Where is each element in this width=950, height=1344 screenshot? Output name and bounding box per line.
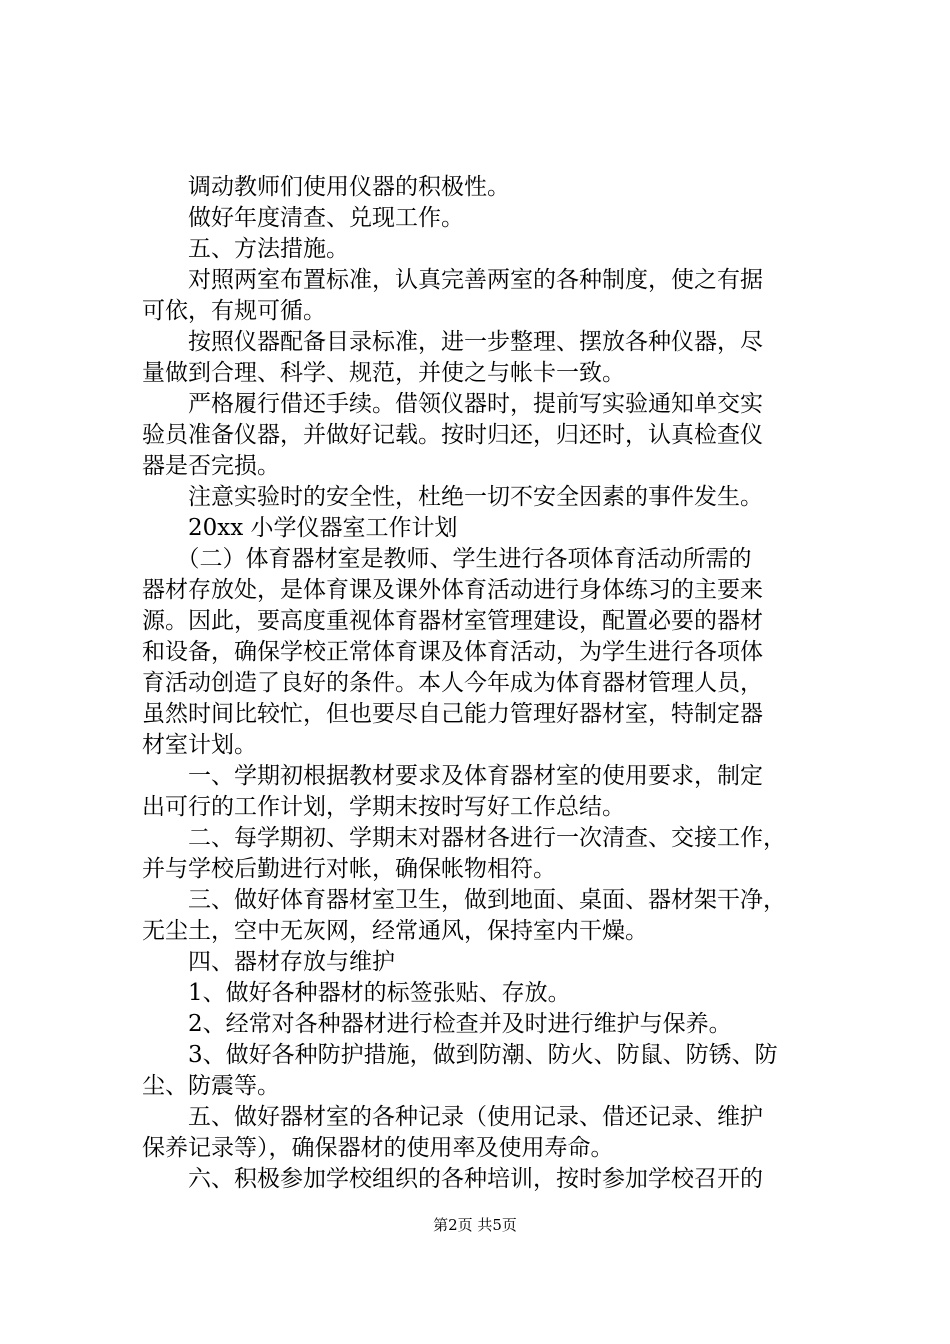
text-line: 出可行的工作计划，学期末按时写好工作总结。 — [142, 794, 625, 820]
text-line: 对照两室布置标准，认真完善两室的各种制度，使之有据 — [142, 267, 763, 293]
text-line: 三、做好体育器材室卫生，做到地面、桌面、器材架干净， — [142, 887, 786, 913]
text-line: 3、做好各种防护措施，做到防潮、防火、防鼠、防锈、防 — [142, 1042, 778, 1068]
document-title-line: 20xx 小学仪器室工作计划 — [142, 515, 458, 541]
text-line: 调动教师们使用仪器的积极性。 — [142, 174, 510, 200]
text-line: 按照仪器配备目录标准，进一步整理、摆放各种仪器，尽 — [142, 329, 763, 355]
text-line: 器是否完损。 — [142, 453, 280, 479]
text-line: 材室计划。 — [142, 732, 257, 758]
text-line: 二、每学期初、学期末对器材各进行一次清查、交接工作， — [142, 825, 786, 851]
text-line: 五、做好器材室的各种记录（使用记录、借还记录、维护 — [142, 1104, 763, 1130]
text-line: 无尘土，空中无灰网，经常通风，保持室内干燥。 — [142, 918, 648, 944]
section-heading: 四、器材存放与维护 — [142, 949, 395, 975]
text-line: 严格履行借还手续。借领仪器时，提前写实验通知单交实 — [142, 391, 763, 417]
text-line: 可依，有规可循。 — [142, 298, 326, 324]
text-line: 育活动创造了良好的条件。本人今年成为体育器材管理人员， — [142, 670, 763, 696]
text-line: 尘、防震等。 — [142, 1073, 280, 1099]
page-number-footer: 第2页 共5页 — [433, 1216, 517, 1234]
text-line: 1、做好各种器材的标签张贴、存放。 — [142, 980, 571, 1006]
text-line: 注意实验时的安全性，杜绝一切不安全因素的事件发生。 — [142, 484, 763, 510]
text-line: 器材存放处，是体育课及课外体育活动进行身体练习的主要来 — [142, 577, 763, 603]
text-line: 一、学期初根据教材要求及体育器材室的使用要求，制定 — [142, 763, 763, 789]
text-line: 六、积极参加学校组织的各种培训，按时参加学校召开的 — [142, 1166, 763, 1192]
text-line: 和设备，确保学校正常体育课及体育活动，为学生进行各项体 — [142, 639, 763, 665]
text-line: 做好年度清查、兑现工作。 — [142, 205, 464, 231]
text-line: 源。因此，要高度重视体育器材室管理建设，配置必要的器材 — [142, 608, 763, 634]
text-line: （二）体育器材室是教师、学生进行各项体育活动所需的 — [142, 546, 752, 572]
text-line: 2、经常对各种器材进行检查并及时进行维护与保养。 — [142, 1011, 732, 1037]
text-line: 量做到合理、科学、规范，并使之与帐卡一致。 — [142, 360, 625, 386]
text-line: 保养记录等），确保器材的使用率及使用寿命。 — [142, 1135, 614, 1161]
text-line: 验员准备仪器，并做好记载。按时归还，归还时，认真检查仪 — [142, 422, 763, 448]
document-body — [142, 172, 832, 1195]
text-line: 并与学校后勤进行对帐，确保帐物相符。 — [142, 856, 556, 882]
section-heading: 五、方法措施。 — [142, 236, 349, 262]
text-line: 虽然时间比较忙，但也要尽自己能力管理好器材室，特制定器 — [142, 701, 763, 727]
